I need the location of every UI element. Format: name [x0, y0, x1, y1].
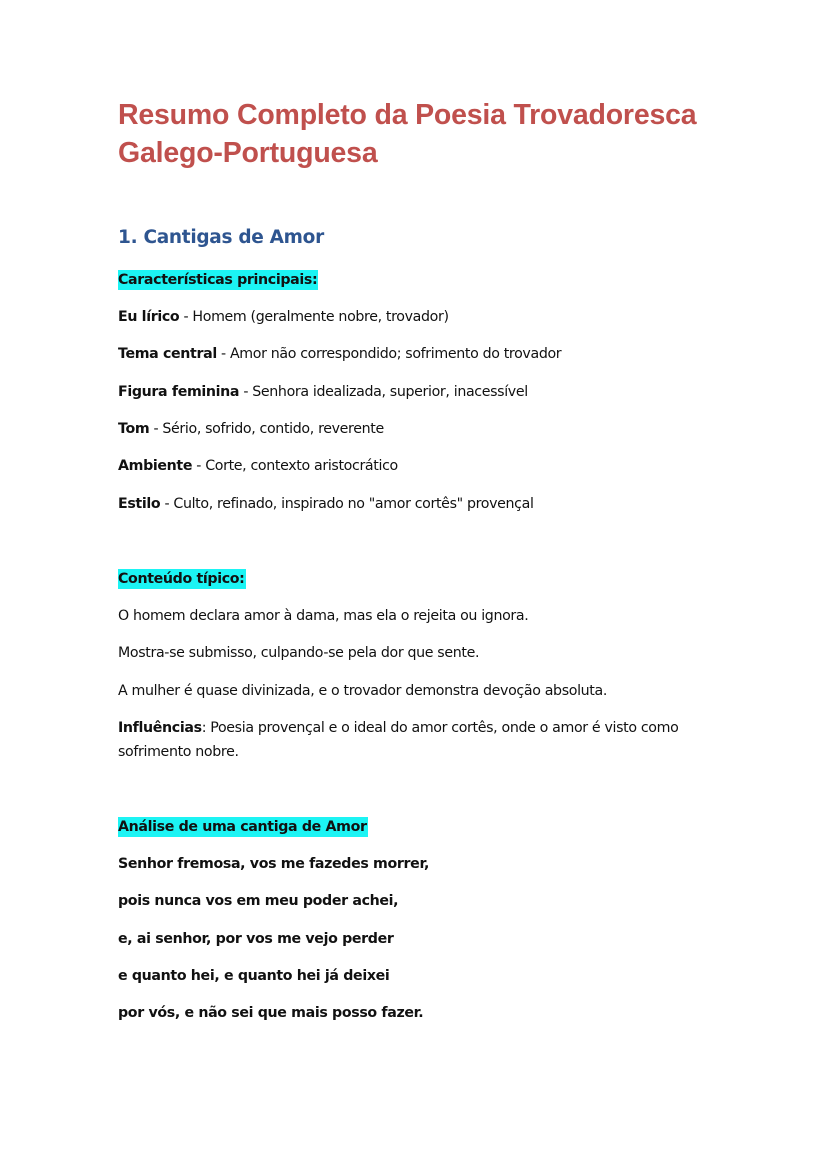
item-term: Tema central: [118, 346, 217, 362]
characteristic-item: [118, 382, 528, 402]
item-term: Estilo: [118, 496, 161, 512]
characteristic-item: [118, 344, 561, 364]
poem-verse: Senhor fremosa, vos me fazedes morrer,: [118, 856, 430, 872]
influences-paragraph: [118, 716, 708, 764]
characteristic-item: [118, 494, 534, 514]
influences-description: : Poesia provençal e o ideal do amor cortês, onde o amor é visto como sofrimento nobre.: [118, 720, 679, 760]
item-separator: -: [160, 496, 174, 512]
document-title: [118, 96, 758, 172]
poem-verse: por vós, e não sei que mais posso fazer.: [118, 1005, 424, 1021]
influences-term: Influências: [118, 720, 202, 736]
paragraph: A mulher é quase divinizada, e o trovador demonstra devoção absoluta.: [118, 683, 608, 699]
item-description: Culto, refinado, inspirado no "amor cortês" provençal: [173, 496, 534, 512]
paragraph: Mostra-se submisso, culpando-se pela dor que sente.: [118, 645, 480, 661]
item-term: Tom: [118, 421, 150, 437]
characteristic-item: [118, 307, 449, 327]
highlighted-label: Análise de uma cantiga de Amor: [118, 819, 367, 835]
poem-verse: e quanto hei, e quanto hei já deixei: [118, 968, 390, 984]
highlighted-label: Conteúdo típico:: [118, 571, 245, 587]
section-heading-cantigas-de-amor: 1. Cantigas de Amor: [118, 227, 324, 248]
item-term: Figura feminina: [118, 384, 240, 400]
poem-verse: e, ai senhor, por vos me vejo perder: [118, 931, 394, 947]
item-term: Ambiente: [118, 458, 193, 474]
title-line-1: Resumo Completo da Poesia Trovadoresca: [118, 99, 697, 131]
item-description: Homem (geralmente nobre, trovador): [192, 309, 449, 325]
item-separator: -: [179, 309, 193, 325]
item-description: Corte, contexto aristocrático: [205, 458, 398, 474]
item-description: Amor não correspondido; sofrimento do trovador: [229, 346, 562, 362]
characteristic-item: [118, 419, 384, 439]
item-description: Sério, sofrido, contido, reverente: [162, 421, 384, 437]
item-separator: -: [216, 346, 230, 362]
typical-content-label: [118, 569, 246, 589]
item-description: Senhora idealizada, superior, inacessível: [252, 384, 528, 400]
characteristics-label: [118, 270, 318, 290]
highlighted-label: Características principais:: [118, 272, 318, 288]
title-line-2: Galego-Portuguesa: [118, 137, 378, 169]
item-term: Eu lírico: [118, 309, 180, 325]
paragraph: O homem declara amor à dama, mas ela o rejeita ou ignora.: [118, 608, 529, 624]
item-separator: -: [149, 421, 163, 437]
poem-verse: pois nunca vos em meu poder achei,: [118, 893, 399, 909]
item-separator: -: [192, 458, 206, 474]
characteristic-item: [118, 456, 398, 476]
analysis-label: [118, 817, 368, 837]
item-separator: -: [239, 384, 253, 400]
